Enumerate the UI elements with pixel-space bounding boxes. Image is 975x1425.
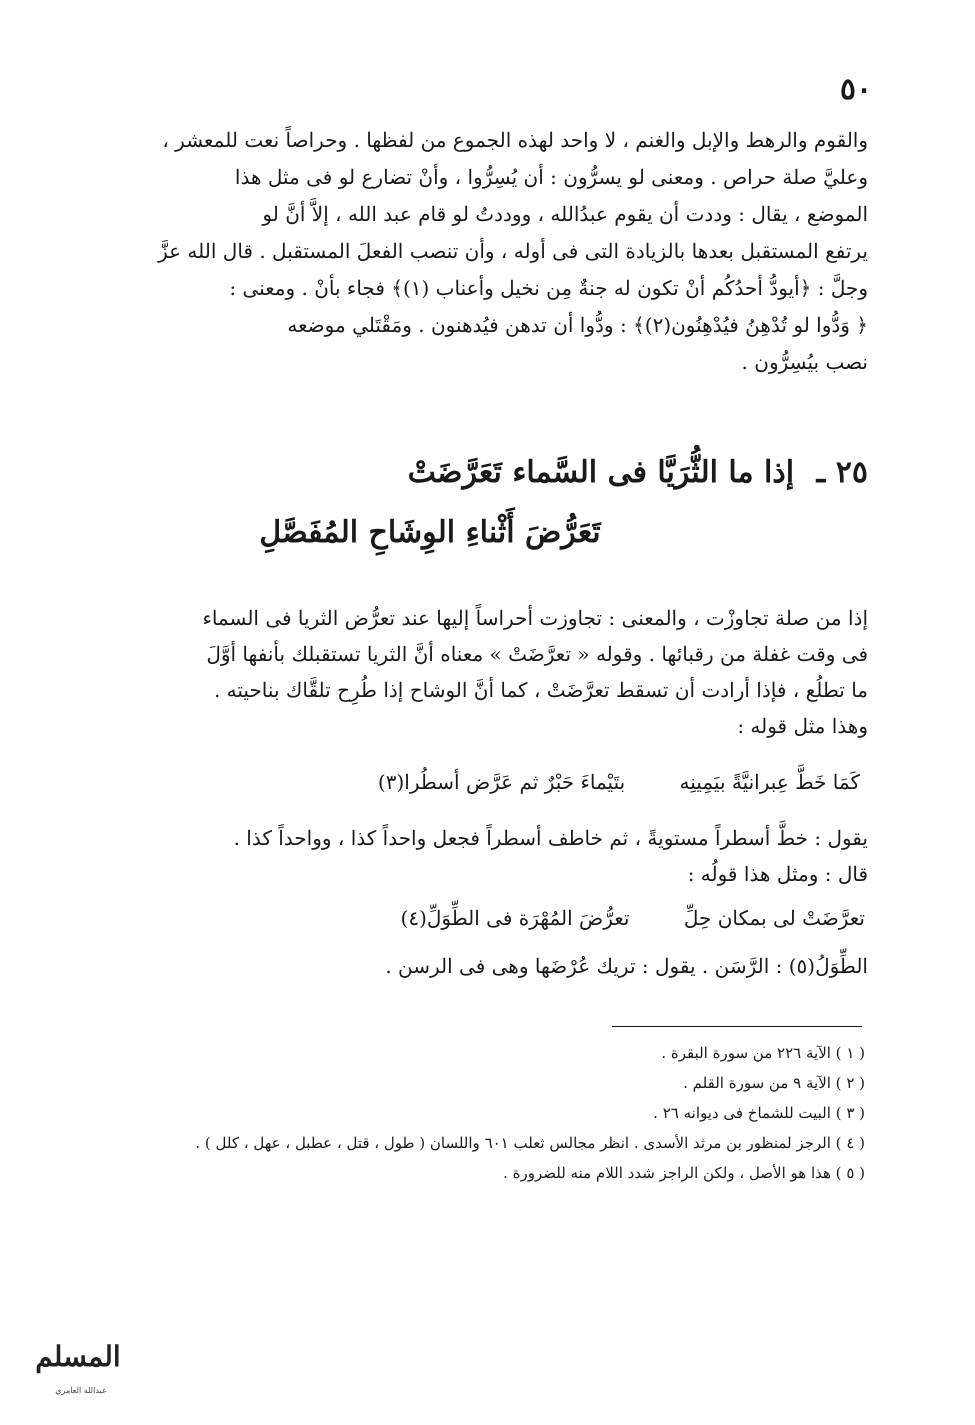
text-line: والقوم والرهط والإبل والغنم ، لا واحد لهذه الجموع من لفظها . وحراصاً نعت للمعشر ، (162, 128, 868, 152)
verse-line-1 (380, 455, 868, 490)
verse-second-hemistich: تَعَرُّضَ أَثْناءِ الوِشَاحِ المُفَصَّلِ (259, 515, 601, 550)
footnote-item: ( ١ ) الآية ٢٢٦ من سورة البقرة . (661, 1044, 865, 1062)
stamp-subtext: عبدالله العامري (55, 1386, 107, 1395)
text-line: وعليَّ صلة حراص . ومعنى لو يسرُّون : أن يُسِرُّوا ، وأنْ تضارع لو فى مثل هذا (234, 165, 868, 189)
footnote-separator (612, 1026, 862, 1027)
library-stamp (18, 1340, 138, 1415)
text-line: قال : ومثل هذا قولُه : (687, 862, 868, 886)
footnote-item: ( ٤ ) الرجز لمنظور بن مرثد الأسدى . انظر مجالس ثعلب ٦٠١ واللسان ( طول ، قتل ، عطبل ، عهل ، كلل ) . (195, 1134, 865, 1152)
couplet-second-half: تعرُّضَ المُهْرَة فى الطِّوَلِّ(٤) (400, 906, 630, 930)
verse-first-hemistich: إذا ما الثُّرَيَّا فى السَّماء تَعَرَّضَتْ (407, 455, 795, 490)
commentary-paragraph-3 (150, 820, 868, 892)
quoted-couplet-2 (185, 906, 865, 930)
page-number: ٥٠ (839, 72, 873, 107)
commentary-paragraph-4 (300, 948, 868, 984)
text-line: ما تطلُع ، فإذا أرادت أن تسقط تعرَّضَتْ ، كما أنَّ الوشاح إذا طُرِح تلقَّاك بناحيته . (213, 678, 868, 702)
stamp-logo-text: المسلم (35, 1340, 121, 1373)
couplet-first-half: تعرَّضَتْ لى بمكان حِلِّ (683, 906, 865, 930)
couplet-first-half: كَمَا خَطَّ عِبرانيَّةً بيَمِينِه (679, 770, 860, 794)
footnote-item: ( ٢ ) الآية ٩ من سورة القلم . (683, 1074, 865, 1092)
text-line: وهذا مثل قوله : (737, 714, 868, 738)
text-line: الموضع ، يقال : وددت أن يقوم عبدُالله ، ووددتُ لو قام عبد الله ، إلاَّ أنَّ لو (262, 202, 868, 226)
text-line: نصب بيُسِرُّون . (741, 350, 868, 374)
verse-number: ٢٥ ـ (816, 455, 868, 490)
quoted-couplet-1 (160, 770, 860, 794)
text-line: ﴿ وَدُّوا لو تُدْهِنُ فيُدْهِنُون(٢)﴾ : ودُّوا أن تدهن فيُدهنون . ومَقْتَلي موضعه (287, 313, 868, 337)
footnote-item: ( ٥ ) هذا هو الأصل ، ولكن الراجز شدد اللام منه للضرورة . (503, 1164, 865, 1182)
commentary-paragraph-1 (150, 122, 868, 381)
commentary-paragraph-2 (150, 600, 868, 744)
text-line: إذا من صلة تجاوزْت ، والمعنى : تجاوزت أحراساً إليها عند تعرُّض الثريا فى السماء (202, 606, 868, 630)
text-line: وجلَّ : ﴿أيودُّ أحدُكُم أنْ تكون له جنةٌ مِن نخيل وأعناب (١)﴾ فجاء بأنْ . ومعنى : (229, 276, 868, 300)
footnotes (120, 1038, 865, 1188)
couplet-second-half: بتَيْماءَ حَبْرٌ ثم عَرَّض أسطُرا(٣) (377, 770, 626, 794)
text-line: فى وقت غفلة من رقبائها . وقوله « تعرَّضَتْ » معناه أنَّ الثريا تستقبلك بأنفها أوَّلَ (206, 642, 868, 666)
footnote-item: ( ٣ ) البيت للشماخ فى ديوانه ٢٦ . (653, 1104, 865, 1122)
text-line: يقول : خطَّ أسطراً مستويةً ، ثم خاطف أسطراً فجعل واحداً كذا ، وواحداً كذا . (233, 826, 868, 850)
text-line: يرتفع المستقبل بعدها بالزيادة التى فى أوله ، وأن تنصب الفعلَ المستقبل . قال الله عزَّ (158, 239, 868, 263)
text-line: الطِّوَلُ(٥) : الرَّسَن . يقول : تريك عُرْضَها وهى فى الرسن . (385, 954, 868, 978)
